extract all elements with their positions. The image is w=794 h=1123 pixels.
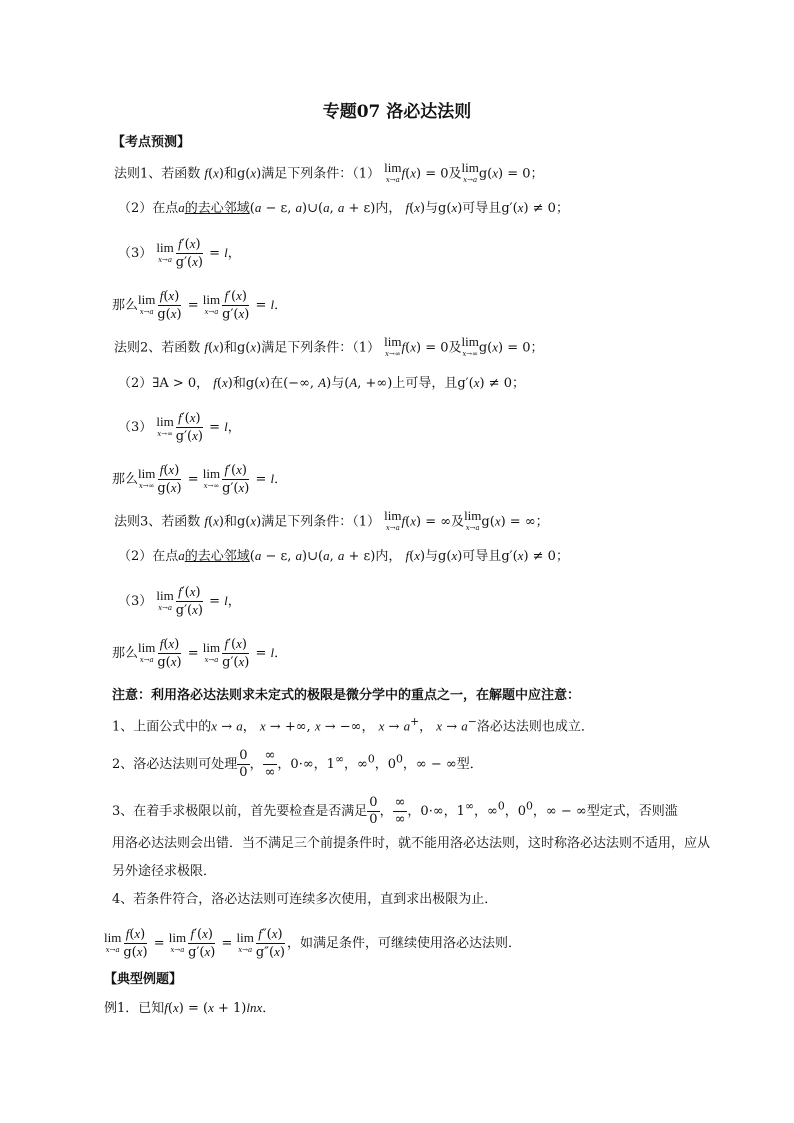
and-label: 及 (451, 514, 465, 530)
section-heading-examples: 【典型例题】 (104, 972, 183, 987)
rule3-line3: （3） lim x→a $\frac{f'(x)}{g'(x)}$ = l， (118, 584, 241, 618)
note1-text: 1、上面公式中的 (112, 719, 212, 735)
rule2-cond2: （2）∃A > 0， (118, 376, 210, 391)
diff-label: 可导且 (462, 549, 502, 564)
rule1-lead: 法则1、若函数 (114, 166, 201, 182)
and-label: 及 (448, 340, 462, 356)
cond2-label: （2）在点 (118, 201, 179, 216)
rule2-line1: 法则2、若函数 f(x)和g(x)满足下列条件：（1） lim x→∞ f(x) = 0及 lim x→∞ g(x) = 0； (114, 334, 544, 358)
rule3-cond: 满足下列条件：（1） (261, 514, 381, 530)
cond3-label: （3） (118, 594, 153, 609)
example-1: 例1．已知f(x) = (x + 1)lnx． (104, 1000, 276, 1016)
cond3-label: （3） (118, 246, 153, 261)
rule2-line2: （2）∃A > 0， f(x)和g(x)在(−∞, A)与(A, +∞)上可导，且g′(x) ≠ 0； (118, 375, 525, 391)
rule2-lead: 法则2、若函数 (114, 340, 201, 356)
note3-tail: 型定式，否则滥 (586, 804, 678, 819)
diff-label: 可导且 (462, 201, 502, 216)
rule1-line1: 法则1、若函数 f(x)和g(x)满足下列条件：（1） lim x→a f(x) = 0及 lim x→a g(x) = 0； (114, 160, 544, 184)
note-1: 1、上面公式中的x → a， x → +∞, x → −∞， x → a+， x → a−洛必达法则也成立． (112, 715, 594, 735)
inside-label: 内， (375, 549, 402, 564)
page-title: 专题07 洛必达法则 (322, 102, 472, 122)
note-5: lim x→a $\frac{f(x)}{g(x)}$ = lim x→a $\frac{f'(x)}{g'(x)}$ = lim x→a $\frac{f''(x)}{g''(x)}$ ，如满足条件，可继续使用洛必达法则． (104, 926, 521, 960)
neighborhood-label: 的去心邻域 (184, 549, 250, 564)
then-label: 那么 (112, 472, 139, 487)
rule1-cond: 满足下列条件：（1） (261, 166, 381, 182)
rule3-line1: 法则3、若函数 f(x)和g(x)满足下列条件：（1） lim x→a f(x) = ∞及 lim x→a g(x) = ∞； (114, 508, 549, 532)
note2-tail: 型． (456, 757, 483, 772)
note-3-cont: 用洛必达法则会出错．当不满足三个前提条件时，就不能用洛必达法则，这时称洛必达法则不适用，应从 (112, 836, 711, 851)
then-label: 那么 (112, 298, 139, 313)
rule2-cond: 满足下列条件：（1） (261, 340, 381, 356)
rule2-line3: （3） lim x→∞ $\frac{f'(x)}{g'(x)}$ = l， (118, 410, 241, 444)
cond3-label: （3） (118, 420, 153, 435)
note-3: 3、在着手求极限以前，首先要检查是否满足 $\frac{0}{0}$ ， $\frac{\infty}{\infty}$ ，0·∞，1∞，∞$^0$，$0^0$，∞ − ∞型定式，否则滥 (112, 795, 678, 827)
note1-tail: 洛必达法则也成立． (476, 719, 594, 735)
note2-text: 2、洛必达法则可处理 (112, 757, 238, 772)
note-3-end: 另外途径求极限． (112, 864, 217, 879)
rule3-line4: 那么 lim x→a $\frac{f(x)}{g(x)}$ = lim x→a $\frac{f'(x)}{g'(x)}$ = l． (112, 636, 288, 670)
note-heading: 注意：利用洛必达法则求未定式的极限是微分学中的重点之一，在解题中应注意： (112, 688, 581, 703)
note-4: 4、若条件符合，洛必达法则可连续多次使用，直到求出极限为止． (112, 892, 498, 907)
rule3-lead: 法则3、若函数 (114, 514, 201, 530)
cond2-label: （2）在点 (118, 549, 179, 564)
neighborhood-label: 的去心邻域 (184, 201, 250, 216)
and-label: 及 (448, 166, 462, 182)
note-2: 2、洛必达法则可处理 $\frac{0}{0}$ ， $\frac{\infty}{\infty}$ ，0·∞，1∞，∞$^0$，$0^0$，∞ − ∞型． (112, 748, 483, 780)
rule2-diff: 上可导，且 (392, 376, 458, 391)
rule1-line3: （3） lim x→a $\frac{f'(x)}{g'(x)}$ = l， (118, 236, 241, 270)
rule2-line4: 那么 lim x→∞ $\frac{f(x)}{g(x)}$ = lim x→∞ $\frac{f'(x)}{g'(x)}$ = l． (112, 462, 288, 496)
note5-text: ，如满足条件，可继续使用洛必达法则． (286, 936, 521, 951)
section-heading-forecast: 【考点预测】 (112, 135, 191, 150)
note3-text: 3、在着手求极限以前，首先要检查是否满足 (112, 804, 368, 819)
yu-label: 与 (331, 376, 345, 391)
rule1-line2: （2）在点a的去心邻域(a − ε, a)∪(a, a + ε)内， f(x)与g(x)可导且g′(x) ≠ 0； (118, 200, 569, 216)
rule3-line2: （2）在点a的去心邻域(a − ε, a)∪(a, a + ε)内， f(x)与g(x)可导且g′(x) ≠ 0； (118, 548, 569, 564)
rule1-line4: 那么 lim x→a $\frac{f(x)}{g(x)}$ = lim x→a $\frac{f'(x)}{g'(x)}$ = l． (112, 288, 288, 322)
on-label: 在 (270, 376, 284, 391)
example1-label: 例1．已知 (104, 1001, 165, 1016)
then-label: 那么 (112, 646, 139, 661)
inside-label: 内， (375, 201, 402, 216)
